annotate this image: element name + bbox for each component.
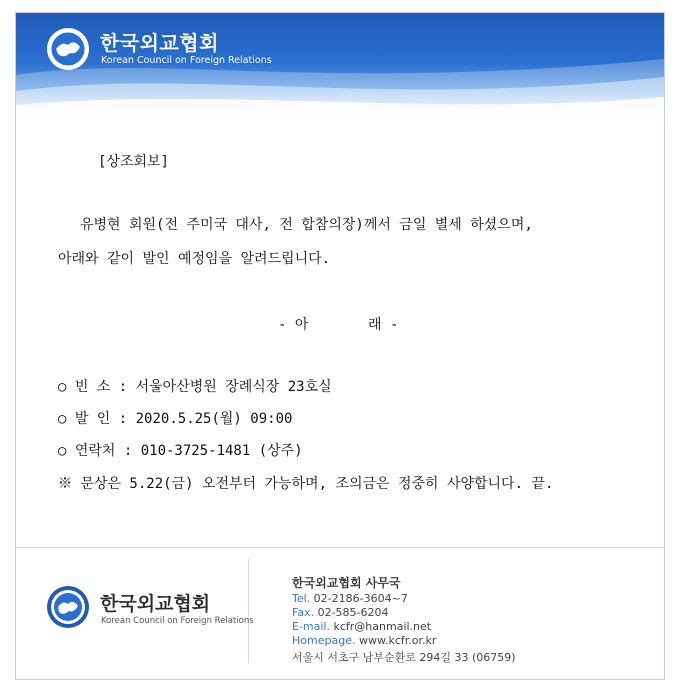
notice-title: [상조회보]	[98, 154, 169, 170]
footer-kcfr-logo-icon	[46, 585, 90, 629]
fax-value: 02-585-6204	[317, 606, 389, 619]
homepage-link[interactable]: www.kcfr.or.kr	[358, 634, 437, 647]
notice-item-contact: ○ 연락처 : 010-3725-1481 (상주)	[58, 443, 303, 459]
notice-center-left: - 아	[278, 317, 309, 333]
contact-email	[292, 620, 431, 633]
notice-center-right: 래 -	[368, 317, 399, 333]
tel-value: 02-2186-3604~7	[313, 592, 408, 605]
notice-paragraph-1: 유병현 회원(전 주미국 대사, 전 합참의장)께서 금일 별세 하셨으며,	[80, 217, 533, 233]
office-address: 서울시 서초구 남부순환로 294길 33 (06759)	[292, 651, 516, 664]
email-label: E-mail.	[292, 620, 330, 633]
footer-divider	[16, 547, 664, 548]
notice-item-venue: ○ 빈 소 : 서울아산병원 장례식장 23호실	[58, 379, 332, 395]
homepage-label: Homepage.	[292, 634, 356, 647]
brand-name-english: Korean Council on Foreign Relations	[101, 55, 272, 66]
notice-paragraph-2: 아래와 같이 발인 예정임을 알려드립니다.	[58, 251, 331, 267]
email-link[interactable]: kcfr@hanmail.net	[333, 620, 432, 633]
mail-frame	[15, 12, 665, 680]
footer-brand-english: Korean Council on Foreign Relations	[101, 616, 254, 626]
footer-vertical-divider	[248, 559, 249, 663]
contact-homepage	[292, 634, 436, 647]
contact-fax	[292, 606, 389, 619]
contact-tel	[292, 592, 408, 605]
fax-label: Fax.	[292, 606, 315, 619]
footer-brand-korean: 한국외교협회	[100, 593, 211, 615]
kcfr-logo-icon	[46, 27, 90, 71]
tel-label: Tel.	[292, 592, 311, 605]
notice-item-note: ※ 문상은 5.22(금) 오전부터 가능하며, 조의금은 정중히 사양합니다. 끝.	[58, 476, 554, 492]
brand-name-korean: 한국외교협회	[100, 31, 219, 55]
notice-item-departure: ○ 발 인 : 2020.5.25(월) 09:00	[58, 411, 293, 427]
office-title: 한국외교협회 사무국	[292, 576, 401, 590]
header-banner	[16, 13, 664, 123]
